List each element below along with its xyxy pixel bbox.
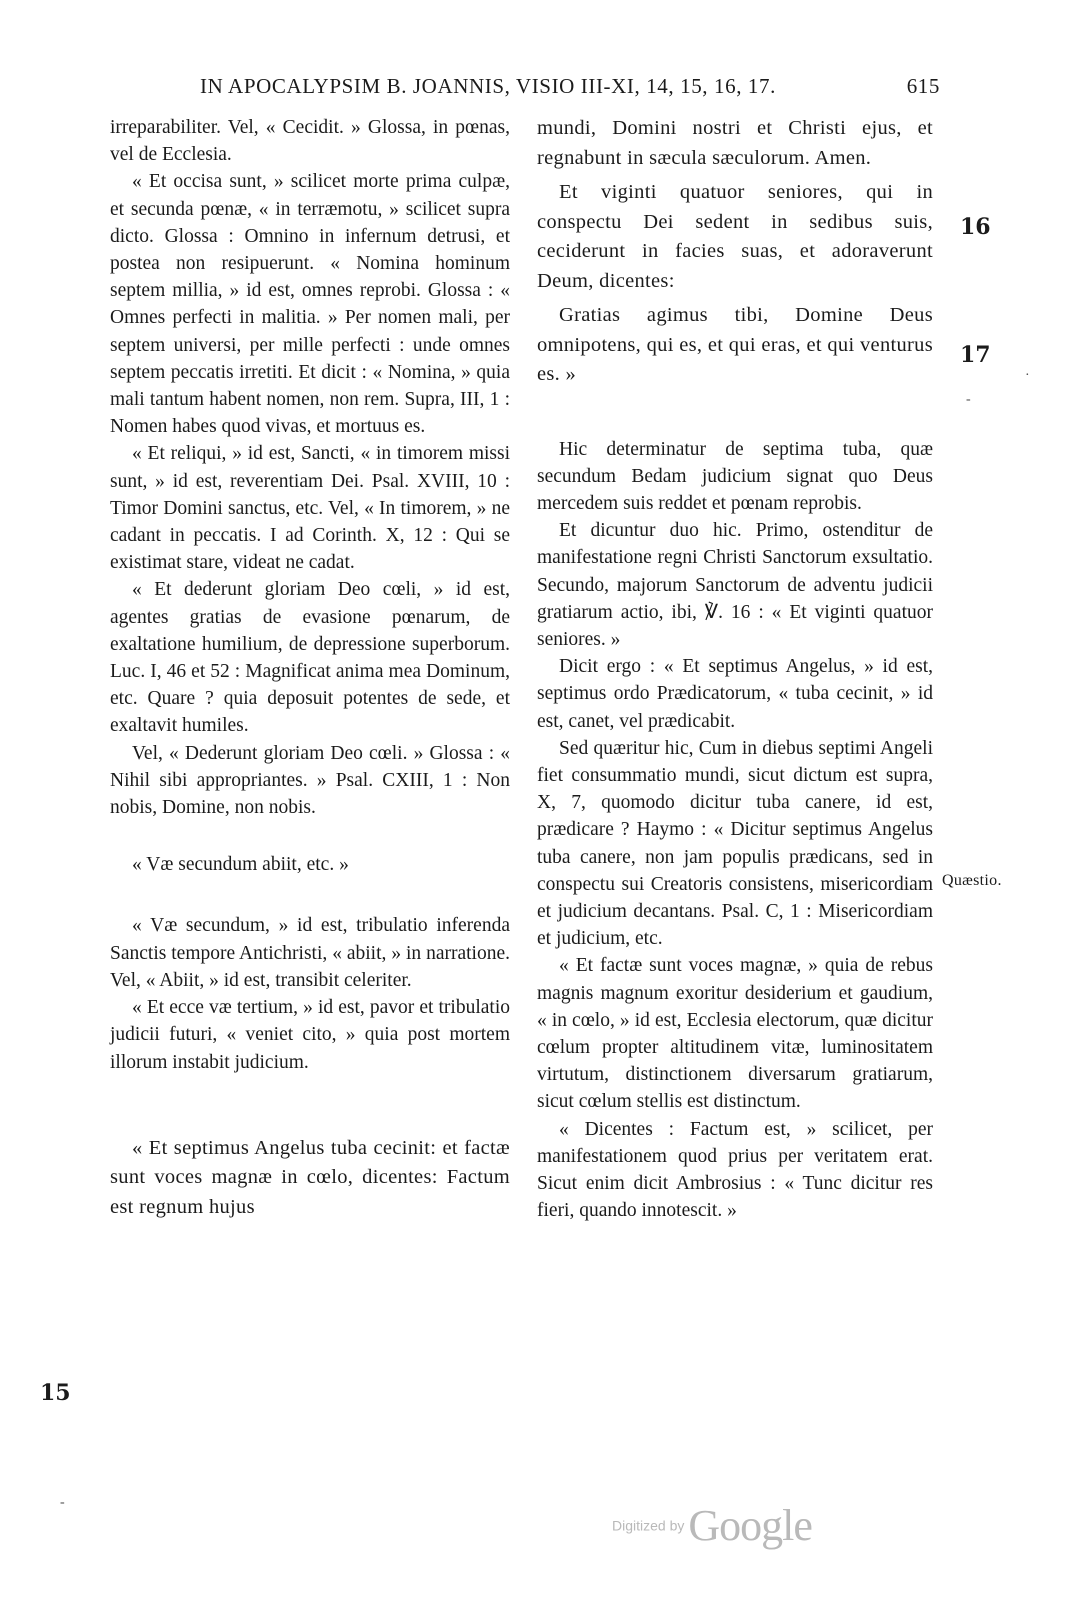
commentary-paragraph: Et dicuntur duo hic. Primo, ostenditur de manifestatione regni Christi Sanctorum exsultatio. Secundo, majorum Sanctorum de adventu judicii gratiarum actio, ibi, ℣. 16 : « Et viginti quatuor seniores. » (537, 520, 933, 650)
commentary-paragraph: « Et occisa sunt, » scilicet morte prima culpæ, et secunda pœnæ, « in terræmotu, » scilicet supra dicto. Glossa : Omnino in infernum detrusi, et postea non resipuerunt. « Nomina hominum septem millia, » id est, omnes reprobi. Glossa : « Omnes perfecti in malitia. » Per nomen mali, per septem universi, per mille perfecti : unde omnes septem peccatis irretiti. Et dicit : « Nomina, » quia mali tantum habent nomen, non rem. Supra, III, 1 : Nomen habes quod vivas, et mortuus es. (110, 171, 510, 438)
commentary-paragraph: Dicit ergo : « Et septimus Angelus, » id est, septimus ordo Prædicatorum, « tuba cecinit, » id est, canet, vel prædicabit. (537, 656, 933, 732)
commentary-paragraph: Vel, « Dederunt gloriam Deo cœli. » Glossa : « Nihil sibi appropriantes. » Psal. CXIII, 1 : Non nobis, Domine, non nobis. (110, 742, 510, 819)
google-logo: Google (688, 1501, 812, 1550)
scripture-text: mundi, Domini nostri et Christi ejus, et regnabunt in sæcula sæculorum. Amen. (537, 117, 933, 169)
scripture-text: « Væ secundum abiit, etc. » (132, 854, 349, 876)
commentary-paragraph: « Et ecce væ tertium, » id est, pavor et tribulatio judicii futuri, « veniet cito, » quia post mortem illorum instabit judicium. (110, 997, 510, 1073)
left-column (110, 114, 510, 1222)
speck: · (1025, 368, 1030, 383)
speck: - (60, 1495, 65, 1510)
verse-number-17: 17 (960, 342, 991, 368)
verse-number-16: 16 (960, 214, 991, 240)
scripture-text: Et viginti quatuor seniores, qui in conspectu Dei sedent in sedibus suis, ceciderunt in facies suas, et adoraverunt Deum, dicentes: (537, 181, 933, 292)
margin-note-quaestio: Quæstio. (942, 872, 1002, 889)
commentary-paragraph: « Væ secundum, » id est, tribulatio inferenda Sanctis tempore Antichristi, « abiit, » in narratione. Vel, « Abiit, » id est, transibit celeriter. (110, 915, 510, 991)
running-title: IN APOCALYPSIM B. JOANNIS, VISIO III-XI, 14, 15, 16, 17. (200, 74, 776, 98)
commentary-paragraph: « Et reliqui, » id est, Sancti, « in timorem missi sunt, » id est, reverentiam Dei. Psal. XVIII, 10 : Timor Domini sanctus, etc. Vel, « In timorem, » ne cadant in peccatis. I ad Corinth. X, 12 : Qui se existimat stare, videat ne cadat. (110, 443, 510, 574)
scripture-text: « Et septimus Angelus tuba cecinit: et factæ sunt voces magnæ in cœlo, dicentes: Factum est regnum hujus (110, 1136, 510, 1218)
speck: - (966, 392, 971, 407)
commentary-paragraph: Sed quæritur hic, Cum in diebus septimi Angeli fiet consummatio mundi, sicut dictum est supra, X, 7, quomodo dicitur tuba canere, id est, prædicare ? Haymo : « Dicitur septimus Angelus tuba canere, non jam populis prædicans, sed in conspectu sui Creatoris consistens, misericordiam et judicium decantans. Psal. C, 1 : Misericordiam et judicium, etc. (537, 737, 933, 950)
digitized-by-google-watermark (612, 1500, 812, 1551)
commentary-paragraph: Hic determinatur de septima tuba, quæ secundum Bedam judicium signat quo Deus mercedem suis reddet et pœnam reprobis. (537, 438, 933, 514)
commentary-paragraph: « Et dederunt gloriam Deo cœli, » id est, agentes gratias de evasione pœnarum, de exaltatione humilium, de depressione superborum. Luc. I, 46 et 52 : Magnificat anima mea Dominum, etc. Quare ? quia deposuit potentes de sede, et exaltavit humiles. (110, 579, 510, 737)
verse-number-15: 15 (40, 1380, 71, 1406)
watermark-small-text: Digitized by (612, 1517, 685, 1534)
right-column (537, 114, 933, 1224)
commentary-paragraph: irreparabiliter. Vel, « Cecidit. » Glossa, in pœnas, vel de Ecclesia. (110, 117, 510, 166)
commentary-paragraph: « Dicentes : Factum est, » scilicet, per manifestationem quod prius per veritatem erat. Sicut enim dicit Ambrosius : « Tunc dicitur res fieri, quando innotescit. » (537, 1118, 933, 1222)
page-number: 615 (906, 74, 940, 98)
commentary-paragraph: « Et factæ sunt voces magnæ, » quia de rebus magnis magnum exoritur desiderium et gaudium, « in cœlo, » id est, Ecclesia electorum, quæ dicitur cœlum propter altitudinem vitæ, luminositatem virtutum, distinctionem diversarum gratiarum, sicut cœlum stellis est distinctum. (537, 955, 933, 1113)
scripture-text: Gratias agimus tibi, Domine Deus omnipotens, qui es, et qui eras, et qui venturus es. » (537, 304, 933, 385)
